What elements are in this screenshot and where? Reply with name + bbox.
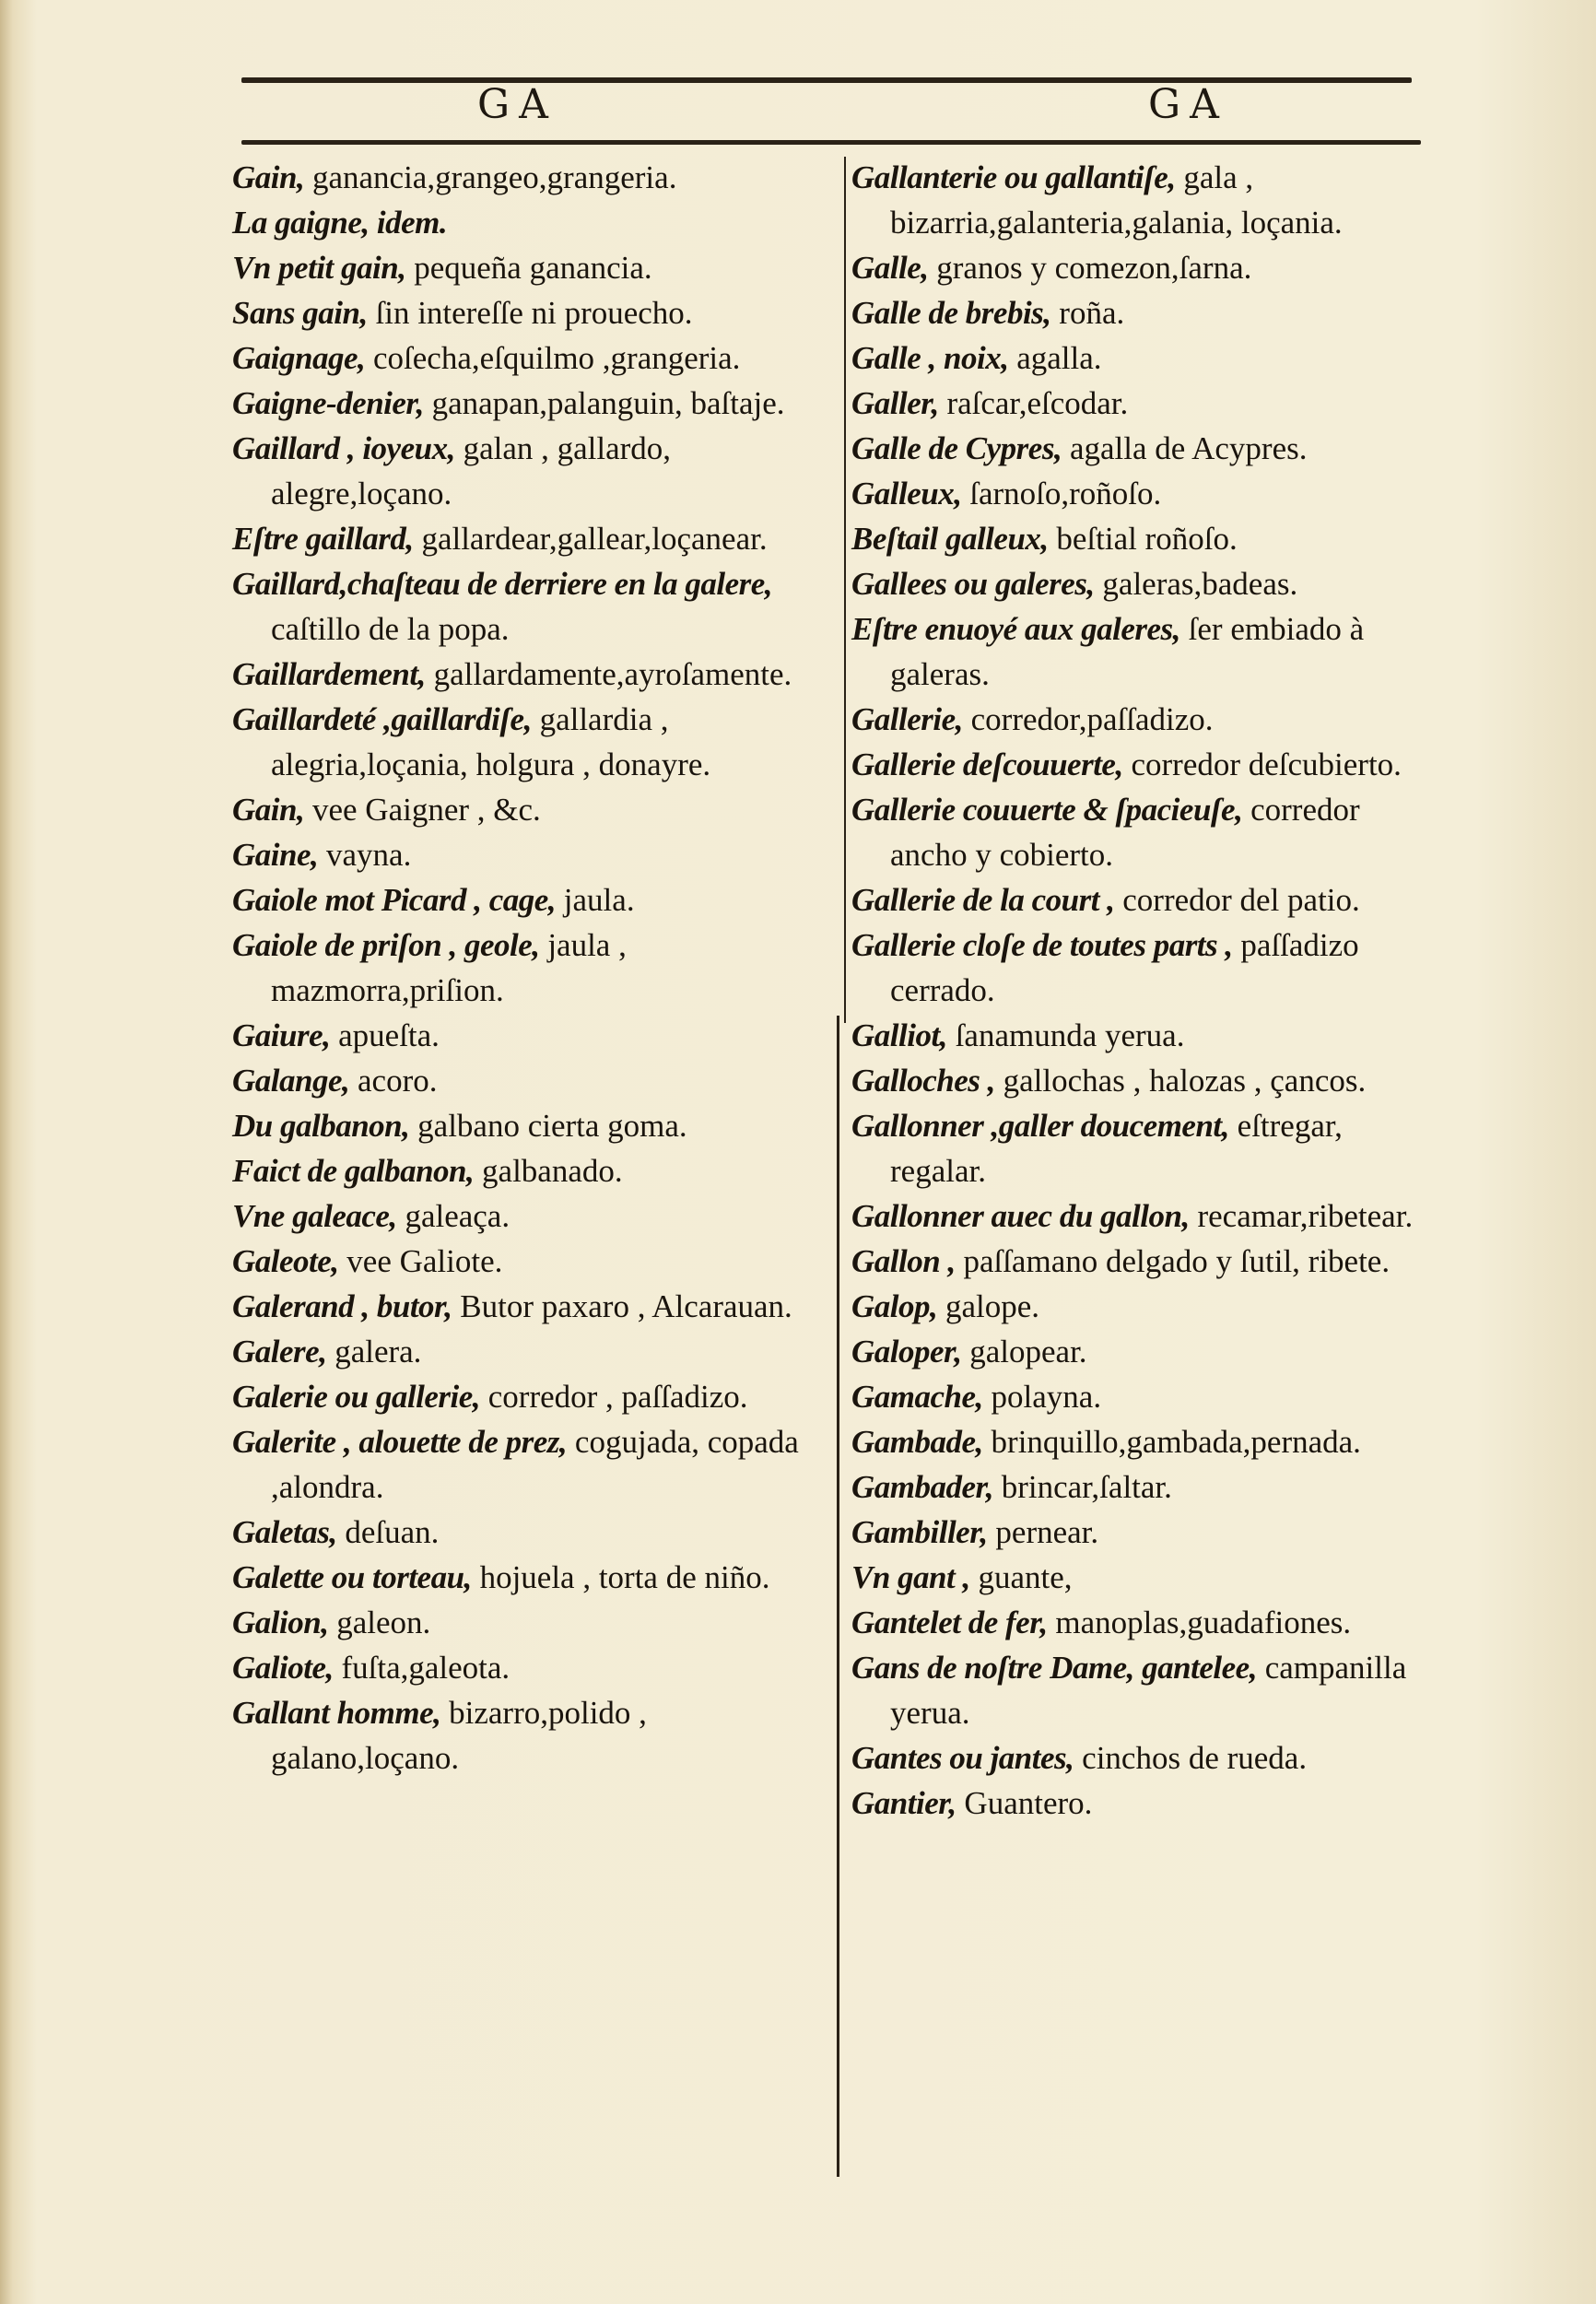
entry-headword: Gaillardeté ,gaillardiſe, [232, 701, 532, 737]
entry-definition: deſuan. [336, 1514, 440, 1550]
entry-headword: Vne galeace, [232, 1198, 397, 1234]
entry-definition: ſanamunda yerua. [946, 1017, 1185, 1053]
dictionary-entry [851, 1193, 1432, 1239]
dictionary-entry [232, 787, 811, 832]
entry-definition: cinchos de rueda. [1074, 1740, 1308, 1776]
dictionary-entry [232, 652, 811, 697]
entry-headword: Gain, [232, 159, 305, 195]
entry-headword: Beſtail galleux, [851, 521, 1049, 557]
entry-definition: hojuela , torta de niño. [471, 1559, 770, 1595]
dictionary-entry [232, 155, 811, 200]
entry-headword: Galerand , butor, [232, 1288, 452, 1324]
entry-definition: gallardear,gallear,loçanear. [413, 521, 768, 557]
dictionary-entry [232, 1329, 811, 1374]
entry-headword: Gallerie, [851, 701, 963, 737]
dictionary-entry [232, 1419, 811, 1510]
dictionary-entry [851, 290, 1432, 335]
entry-headword: Gallerie couuerte & ſpacieuſe, [851, 792, 1243, 828]
entry-definition: roña. [1050, 295, 1125, 331]
entry-definition: galeras,badeas. [1094, 566, 1298, 602]
entry-headword: Gambader, [851, 1469, 993, 1505]
dictionary-entry [232, 1148, 811, 1193]
dictionary-entry [232, 1600, 811, 1645]
entry-definition: Butor paxaro , Alcarauan. [452, 1288, 792, 1324]
entry-headword: Gantes ou jantes, [851, 1740, 1074, 1776]
entry-definition: caſtillo de la popa. [271, 611, 510, 647]
entry-headword: Galle , noix, [851, 340, 1009, 376]
dictionary-entry [232, 1239, 811, 1284]
entry-headword: Gallonner auec du gallon, [851, 1198, 1190, 1234]
dictionary-entry [232, 1510, 811, 1555]
entry-definition: corredor deſcubierto. [1122, 746, 1402, 782]
entry-headword: Gallerie cloſe de toutes parts , [851, 927, 1233, 963]
dictionary-entry [851, 1284, 1432, 1329]
dictionary-entry [851, 335, 1432, 381]
entry-definition: eſtregar, regalar. [890, 1108, 1343, 1189]
entry-definition: vee Galiote. [338, 1243, 503, 1279]
dictionary-entry [232, 290, 811, 335]
entry-definition: gala , bizarria,galanteria,galania, loçania. [890, 159, 1343, 241]
dictionary-entry [232, 1645, 811, 1690]
entry-definition: raſcar,eſcodar. [938, 385, 1129, 421]
entry-headword: Gamache, [851, 1379, 983, 1415]
entry-headword: Gallerie de la court , [851, 882, 1115, 918]
entry-headword: Gaillardement, [232, 656, 426, 692]
entry-headword: Gaillard,chaſteau de derriere en la galere, [232, 566, 773, 602]
dictionary-entry [851, 1419, 1432, 1464]
entry-headword: Gallerie deſcouuerte, [851, 746, 1123, 782]
entry-headword: Sans gain, [232, 295, 368, 331]
entry-definition: acoro. [349, 1063, 438, 1099]
entry-definition: galan , gallardo, alegre,loçano. [271, 430, 672, 511]
entry-definition: polayna. [982, 1379, 1102, 1415]
dictionary-entry [851, 1781, 1432, 1826]
dictionary-entry [232, 1284, 811, 1329]
entry-definition: brincar,ſaltar. [992, 1469, 1172, 1505]
entry-headword: Eſtre gaillard, [232, 521, 414, 557]
dictionary-entry [851, 245, 1432, 290]
dictionary-entry [851, 1103, 1432, 1193]
entry-definition: ſer embiado à galeras. [890, 611, 1365, 692]
entry-headword: Gaigne-denier, [232, 385, 424, 421]
entry-definition: jaula , mazmorra,priſion. [271, 927, 627, 1008]
dictionary-entry [851, 697, 1432, 742]
dictionary-entry [232, 516, 811, 561]
entry-definition: gallardamente,ayroſamente. [425, 656, 792, 692]
entry-definition: vayna. [318, 837, 412, 873]
entry-headword: Galion, [232, 1605, 329, 1640]
dictionary-entry [232, 877, 811, 923]
entry-definition: corredor del patio. [1114, 882, 1360, 918]
entry-definition: paſſadizo cerrado. [890, 927, 1359, 1008]
entry-headword: Galliot, [851, 1017, 947, 1053]
dictionary-entry [232, 1013, 811, 1058]
entry-headword: Gambade, [851, 1424, 983, 1460]
dictionary-entry [851, 1735, 1432, 1781]
entry-definition: beſtial roñoſo. [1048, 521, 1238, 557]
right-running-head: GA [1148, 81, 1228, 128]
dictionary-entry [851, 1058, 1432, 1103]
entry-definition: corredor,paſſadizo. [962, 701, 1214, 737]
entry-headword: Gaignage, [232, 340, 366, 376]
entry-headword: Gallonner ,galler doucement, [851, 1108, 1229, 1144]
entry-definition: galopear. [961, 1334, 1087, 1369]
left-column [232, 155, 811, 1781]
entry-headword: Gallon , [851, 1243, 956, 1279]
dictionary-entry [232, 561, 811, 652]
dictionary-entry [232, 1193, 811, 1239]
entry-definition: galbanado. [474, 1153, 623, 1189]
dictionary-entry [232, 1058, 811, 1103]
entry-definition: manoplas,guadafiones. [1047, 1605, 1352, 1640]
entry-headword: Galle de brebis, [851, 295, 1051, 331]
dictionary-entry [232, 923, 811, 1013]
entry-headword: Galerie ou gallerie, [232, 1379, 480, 1415]
dictionary-entry [851, 1645, 1432, 1735]
entry-headword: Galloches , [851, 1063, 995, 1099]
entry-definition: brinquillo,gambada,pernada. [982, 1424, 1361, 1460]
entry-headword: Galetas, [232, 1514, 337, 1550]
dictionary-entry [232, 200, 811, 245]
dictionary-entry [851, 155, 1432, 245]
entry-definition: vee Gaigner , &c. [304, 792, 541, 828]
entry-headword: Galerite , alouette de prez, [232, 1424, 568, 1460]
entry-headword: Galleux, [851, 476, 962, 511]
entry-headword: Galange, [232, 1063, 350, 1099]
entry-headword: Gaiole mot Picard , cage, [232, 882, 557, 918]
entry-definition: jaula. [556, 882, 635, 918]
entry-headword: Galeote, [232, 1243, 339, 1279]
entry-headword: Gantelet de fer, [851, 1605, 1048, 1640]
dictionary-entry [851, 381, 1432, 426]
dictionary-entry [851, 516, 1432, 561]
entry-headword: Gaiure, [232, 1017, 331, 1053]
header-rule [241, 140, 1421, 145]
entry-headword: Galoper, [851, 1334, 962, 1369]
dictionary-entry [851, 471, 1432, 516]
entry-headword: La gaigne, idem. [232, 205, 448, 241]
entry-headword: Galle, [851, 250, 929, 286]
entry-definition: galeon. [328, 1605, 431, 1640]
column-divider [837, 1016, 839, 2177]
entry-headword: Gans de noſtre Dame, gantelee, [851, 1650, 1257, 1686]
entry-headword: Galiote, [232, 1650, 334, 1686]
dictionary-entry [232, 381, 811, 426]
entry-definition: guante, [969, 1559, 1073, 1595]
dictionary-entry [232, 335, 811, 381]
dictionary-entry [851, 1239, 1432, 1284]
dictionary-entry [851, 606, 1432, 697]
entry-definition: gallardia , alegria,loçania, holgura , donayre. [271, 701, 711, 782]
entry-definition: campanilla yerua. [890, 1650, 1407, 1731]
dictionary-entry [851, 1013, 1432, 1058]
dictionary-entry [851, 1464, 1432, 1510]
entry-headword: Gallees ou galeres, [851, 566, 1095, 602]
entry-headword: Gaiole de priſon , geole, [232, 927, 540, 963]
dictionary-entry [851, 1555, 1432, 1600]
entry-headword: Gain, [232, 792, 305, 828]
entry-headword: Vn petit gain, [232, 250, 406, 286]
entry-headword: Gallanterie ou gallantiſe, [851, 159, 1176, 195]
entry-headword: Galle de Cypres, [851, 430, 1062, 466]
entry-definition: coſecha,eſquilmo ,grangeria. [365, 340, 741, 376]
dictionary-entry [851, 1374, 1432, 1419]
entry-headword: Gambiller, [851, 1514, 988, 1550]
entry-definition: agalla. [1008, 340, 1102, 376]
entry-headword: Galop, [851, 1288, 938, 1324]
entry-definition: cogujada, copada ,alondra. [271, 1424, 799, 1505]
entry-headword: Gaillard , ioyeux, [232, 430, 455, 466]
entry-definition: fuſta,galeota. [333, 1650, 510, 1686]
entry-headword: Galere, [232, 1334, 327, 1369]
right-column [851, 155, 1432, 1826]
entry-headword: Vn gant , [851, 1559, 970, 1595]
column-divider [844, 157, 846, 1023]
dictionary-entry [851, 787, 1432, 877]
entry-headword: Du galbanon, [232, 1108, 410, 1144]
dictionary-entry [851, 923, 1432, 1013]
entry-definition: Guantero. [956, 1785, 1093, 1821]
entry-definition: paſſamano delgado y ſutil, ribete. [955, 1243, 1391, 1279]
entry-definition: apueſta. [330, 1017, 440, 1053]
dictionary-entry [851, 426, 1432, 471]
dictionary-entry [851, 877, 1432, 923]
entry-definition: corredor ancho y cobierto. [890, 792, 1360, 873]
dictionary-entry [232, 245, 811, 290]
top-rule [241, 77, 1412, 83]
entry-definition: ſin intereſſe ni prouecho. [367, 295, 693, 331]
entry-definition: galeaça. [396, 1198, 510, 1234]
entry-headword: Galette ou torteau, [232, 1559, 472, 1595]
dictionary-entry [232, 1555, 811, 1600]
dictionary-entry [851, 742, 1432, 787]
entry-headword: Faict de galbanon, [232, 1153, 475, 1189]
entry-definition: bizarro,polido , galano,loçano. [271, 1695, 647, 1776]
dictionary-entry [851, 561, 1432, 606]
entry-definition: granos y comezon,ſarna. [928, 250, 1252, 286]
dictionary-entry [851, 1510, 1432, 1555]
entry-definition: ganancia,grangeo,grangeria. [304, 159, 677, 195]
dictionary-entry [232, 1374, 811, 1419]
entry-definition: ganapan,palanguin, baſtaje. [423, 385, 785, 421]
entry-definition: pernear. [987, 1514, 1099, 1550]
entry-headword: Galler, [851, 385, 939, 421]
dictionary-entry [232, 1690, 811, 1781]
dictionary-entry [851, 1600, 1432, 1645]
entry-definition: agalla de Acypres. [1062, 430, 1308, 466]
entry-definition: recamar,ribetear. [1189, 1198, 1414, 1234]
dictionary-entry [851, 1329, 1432, 1374]
dictionary-entry [232, 832, 811, 877]
dictionary-entry [232, 697, 811, 787]
left-running-head: GA [477, 81, 557, 128]
entry-headword: Eſtre enuoyé aux galeres, [851, 611, 1180, 647]
entry-headword: Gaine, [232, 837, 319, 873]
entry-headword: Gallant homme, [232, 1695, 441, 1731]
entry-definition: corredor , paſſadizo. [480, 1379, 748, 1415]
entry-headword: Gantier, [851, 1785, 956, 1821]
dictionary-entry [232, 426, 811, 516]
entry-definition: galbano cierta goma. [409, 1108, 687, 1144]
entry-definition: ſarnoſo,roñoſo. [961, 476, 1162, 511]
entry-definition: galera. [326, 1334, 422, 1369]
dictionary-entry [232, 1103, 811, 1148]
entry-definition: gallochas , halozas , çancos. [994, 1063, 1367, 1099]
entry-definition: pequeña ganancia. [405, 250, 652, 286]
entry-definition: galope. [937, 1288, 1040, 1324]
